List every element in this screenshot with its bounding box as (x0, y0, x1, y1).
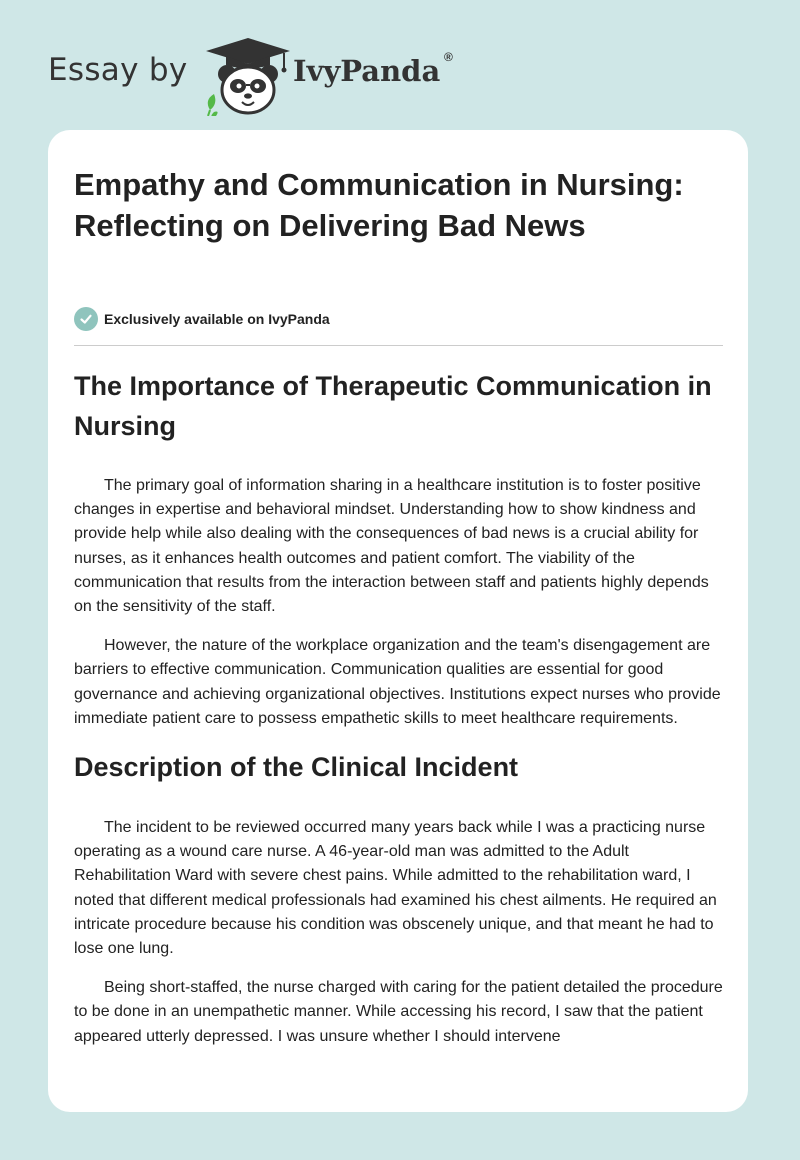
essay-card (48, 130, 748, 1112)
section-heading: Description of the Clinical Incident (74, 752, 519, 783)
section-heading: The Importance of Therapeutic Communication in Nursing (74, 371, 712, 441)
exclusive-badge (74, 306, 330, 332)
body-paragraph: The primary goal of information sharing in a healthcare institution is to foster positive changes in expertise and behavioral mindset. Understanding how to show kindness and provide help while also dealing with the consequences of bad news is a crucial ability for nurses, as it enhances health outcomes and patient comfort. The viability of the communication that results from the interaction between staff and patients highly depends on the sensitivity of the staff. (74, 477, 709, 616)
essay-title: Empathy and Communication in Nursing: Reflecting on Delivering Bad News (74, 167, 684, 243)
registered-mark: ® (444, 50, 453, 64)
brand-name[interactable]: IvyPanda (293, 54, 441, 88)
panda-logo-icon[interactable] (200, 34, 296, 116)
body-paragraph: Being short-staffed, the nurse charged with caring for the patient detailed the procedure to be done in an unempathetic manner. While accessing his record, I saw that the patient appeared utterly depressed. I was unsure whether I should intervene (74, 979, 723, 1045)
essay-by-label: Essay by (48, 52, 188, 88)
body-paragraph: However, the nature of the workplace organization and the team's disengagement are barriers to effective communication. Communication qualities are essential for good governance and achieving organizational objectives. Institutions expect nurses who provide immediate patient care to possess empathetic skills to meet healthcare requirements. (74, 637, 721, 727)
header-divider (74, 345, 723, 346)
body-paragraph: The incident to be reviewed occurred many years back while I was a practicing nurse operating as a wound care nurse. A 46-year-old man was admitted to the Adult Rehabilitation Ward with severe chest pains. While admitted to the rehabilitation ward, I noted that different medical professionals had examined his chest ailments. He required an intricate procedure because his condition was obscenely unique, and that meant he had to lose one lung. (74, 819, 717, 958)
exclusive-badge-label: Exclusively available on IvyPanda (104, 311, 330, 327)
essay-body (74, 366, 726, 1049)
site-header (48, 30, 508, 120)
check-icon (74, 307, 98, 331)
